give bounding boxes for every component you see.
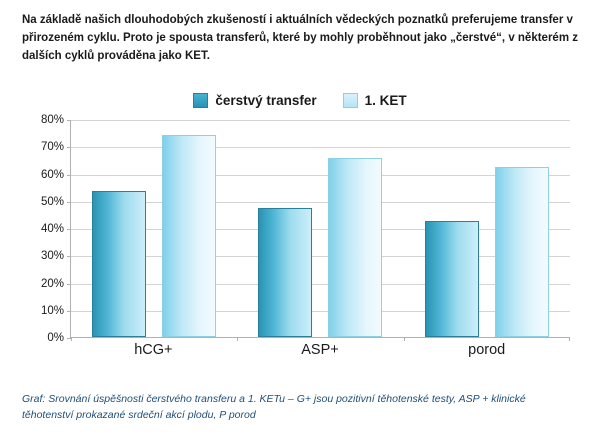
legend-item-series-2: [343, 93, 407, 108]
bar-group-porod: [404, 120, 570, 337]
bar-hcg-1-ket[interactable]: [162, 135, 216, 337]
chart-legend: [14, 86, 586, 114]
y-axis-tick-50: 50%: [40, 195, 64, 208]
y-axis-tick-40: 40%: [40, 223, 64, 235]
bars-hcg: [71, 120, 237, 337]
intro-paragraph: Na základě našich dlouhodobých zkušeností i aktuálních vědeckých poznatků preferujeme transfer v přirozeném cyklu. Proto je spousta transferů, které by mohly proběhnout jako „čerstvé“, v některém z dalších cyklů prováděna jako KET.: [22, 14, 578, 62]
legend-label-series-1: čerstvý transfer: [215, 92, 317, 108]
bar-groups: [71, 120, 570, 337]
bars-asp: [237, 120, 403, 337]
y-axis-tick-60: 60%: [40, 168, 64, 181]
chart-container: [14, 86, 586, 374]
y-axis-tick-80: 80%: [40, 114, 64, 126]
axis-tick-group-3-left: [404, 337, 405, 341]
y-axis-tick-70: 70%: [40, 141, 64, 154]
bar-porod-1-ket[interactable]: [495, 167, 549, 337]
axis-tick-group-1-left: [71, 337, 72, 341]
figure-caption: Graf: Srovnání úspěšnosti čerstvého transferu a 1. KETu – G+ jsou pozitivní těhotenské testy, ASP + klinické těhotenství prokazané srdeční akcí plodu, P porod: [22, 393, 526, 421]
x-axis-label-porod: porod: [468, 342, 506, 358]
bar-porod-cerstvy-transfer[interactable]: [425, 221, 479, 338]
plot-area: [40, 114, 570, 344]
bar-hcg-cerstvy-transfer[interactable]: [92, 191, 146, 337]
x-axis-labels: [70, 342, 570, 358]
bar-asp-1-ket[interactable]: [328, 158, 382, 337]
y-axis-tick-10: 10%: [40, 304, 64, 317]
bar-group-hcg: [71, 120, 237, 337]
legend-label-series-2: 1. KET: [364, 92, 407, 108]
legend-item-series-1: [193, 93, 316, 108]
y-axis-tick-20: 20%: [40, 277, 64, 290]
y-axis-tick-0: 0%: [47, 332, 64, 344]
bar-group-asp: [237, 120, 403, 337]
x-axis-label-hcg: hCG+: [134, 342, 173, 358]
axis-tick-group-3-right: [569, 337, 570, 341]
y-axis-tick-30: 30%: [40, 250, 64, 263]
axis-tick-group-2-left: [237, 337, 238, 341]
x-axis-label-asp: ASP+: [301, 342, 339, 358]
bars-porod: [404, 120, 570, 337]
bar-asp-cerstvy-transfer[interactable]: [258, 208, 312, 337]
legend-swatch-series-2: [343, 93, 358, 108]
legend-swatch-series-1: [193, 93, 208, 108]
